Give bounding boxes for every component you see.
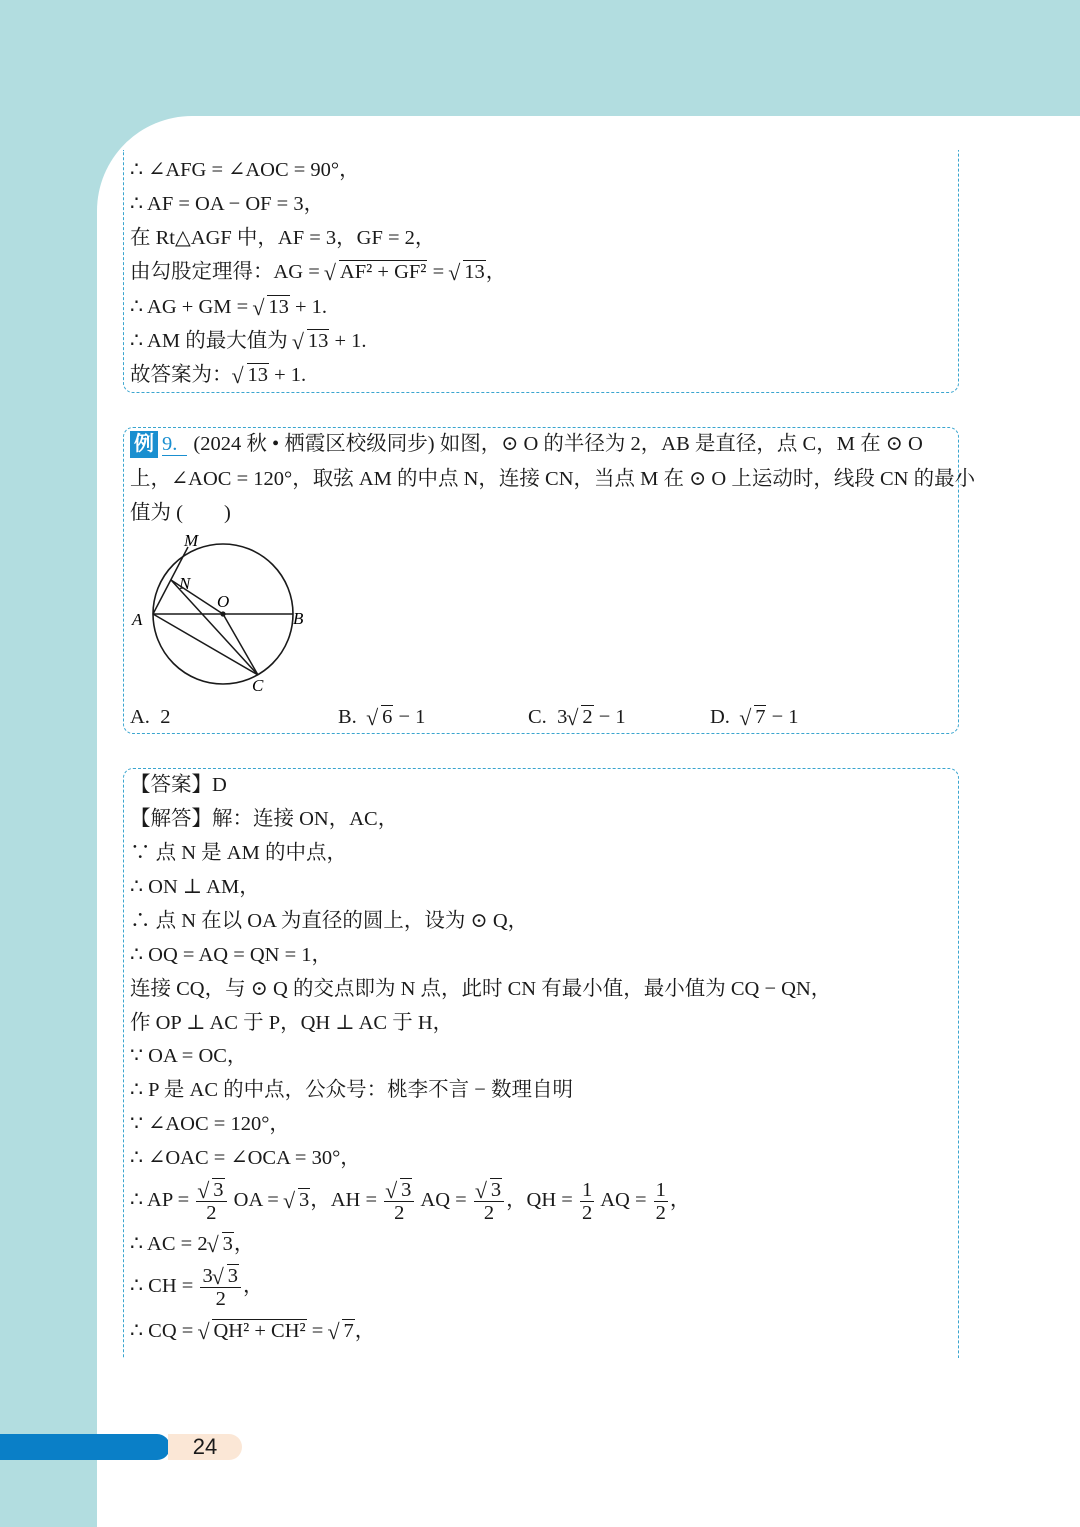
option-a[interactable]: A. 2 [130,706,171,728]
option-b[interactable]: B. √ 6 − 1 [338,704,425,730]
answer-step-4: ∴ 点 N 在以 OA 为直径的圆上，设为 ⊙ Q， [130,910,529,932]
answer-step-14: ∴ CH = $\frac{3√ 3}{2}$ ， [130,1264,263,1310]
label-o: O [217,592,230,611]
prev-line-5: ∴ AG + GM = √ 13 + 1. [130,293,327,321]
answer-step-1: 【解答】解：连接 ON，AC， [130,808,399,830]
option-d[interactable]: D. √ 7 − 1 [710,704,799,730]
answer-step-6: 连接 CQ，与 ⊙ Q 的交点即为 N 点，此时 CN 有最小值，最小值为 CQ − QN， [130,978,832,1000]
answer-step-12: ∴ AP = √ $\frac{3}{2}$ OA = √ 3，AH = √ $\frac{3}{2}$ AQ = √ $\frac{3}{2}$ ，QH = $\frac{1}{2}$ AQ = $\frac{1}{2}$ ， [130,1178,690,1224]
answer-step-8: ∵ OA = OC， [130,1045,248,1067]
answer-step-3: ∴ ON ⊥ AM， [130,876,260,898]
page-number: 24 [168,1434,242,1460]
example-line-3: 值为 ( ) [130,502,231,524]
circle-figure [128,532,328,702]
example-number: 9. [162,433,187,456]
answer-step-10: ∵ ∠AOC = 120°， [130,1113,290,1135]
label-m: M [184,532,199,550]
answer-line: 【答案】D [130,774,227,796]
label-n: N [179,574,191,593]
answer-step-13: ∴ AC = 2√ 3， [130,1230,254,1258]
page-number-bar [0,1434,170,1460]
prev-line-4: 由勾股定理得：AG = √ AF² + GF² = √ 13， [130,258,506,286]
label-c: C [252,676,264,695]
prev-line-7: 故答案为：√ 13 + 1. [130,361,306,389]
prev-line-3: 在 Rt△AGF 中，AF = 3，GF = 2， [130,227,436,249]
example-badge: 例 [130,431,158,458]
answer-step-9: ∴ P 是 AC 的中点，公众号：桃李不言 − 数理自明 [130,1079,573,1101]
answer-step-2: ∵ 点 N 是 AM 的中点， [130,842,347,864]
answer-step-15: ∴ CQ = √ QH² + CH² = √ 7， [130,1317,375,1345]
example-line-1: 例 9. (2024 秋 • 栖霞区校级同步) 如图，⊙ O 的半径为 2，AB 是直径，点 C，M 在 ⊙ O [130,430,923,458]
option-c[interactable]: C. 3√ 2 − 1 [528,704,626,730]
prev-line-2: ∴ AF = OA − OF = 3， [130,193,325,215]
answer-step-7: 作 OP ⊥ AC 于 P，QH ⊥ AC 于 H， [130,1012,454,1034]
prev-line-6: ∴ AM 的最大值为 √ 13 + 1. [130,327,367,355]
answer-step-11: ∴ ∠OAC = ∠OCA = 30°， [130,1147,361,1169]
label-b: B [293,609,304,628]
example-line-2: 上，∠AOC = 120°，取弦 AM 的中点 N，连接 CN，当点 M 在 ⊙ O 上运动时，线段 CN 的最小 [130,468,976,490]
prev-line-1: ∴ ∠AFG = ∠AOC = 90°， [130,159,360,181]
label-a: A [132,610,143,629]
answer-step-5: ∴ OQ = AQ = QN = 1， [130,944,333,966]
